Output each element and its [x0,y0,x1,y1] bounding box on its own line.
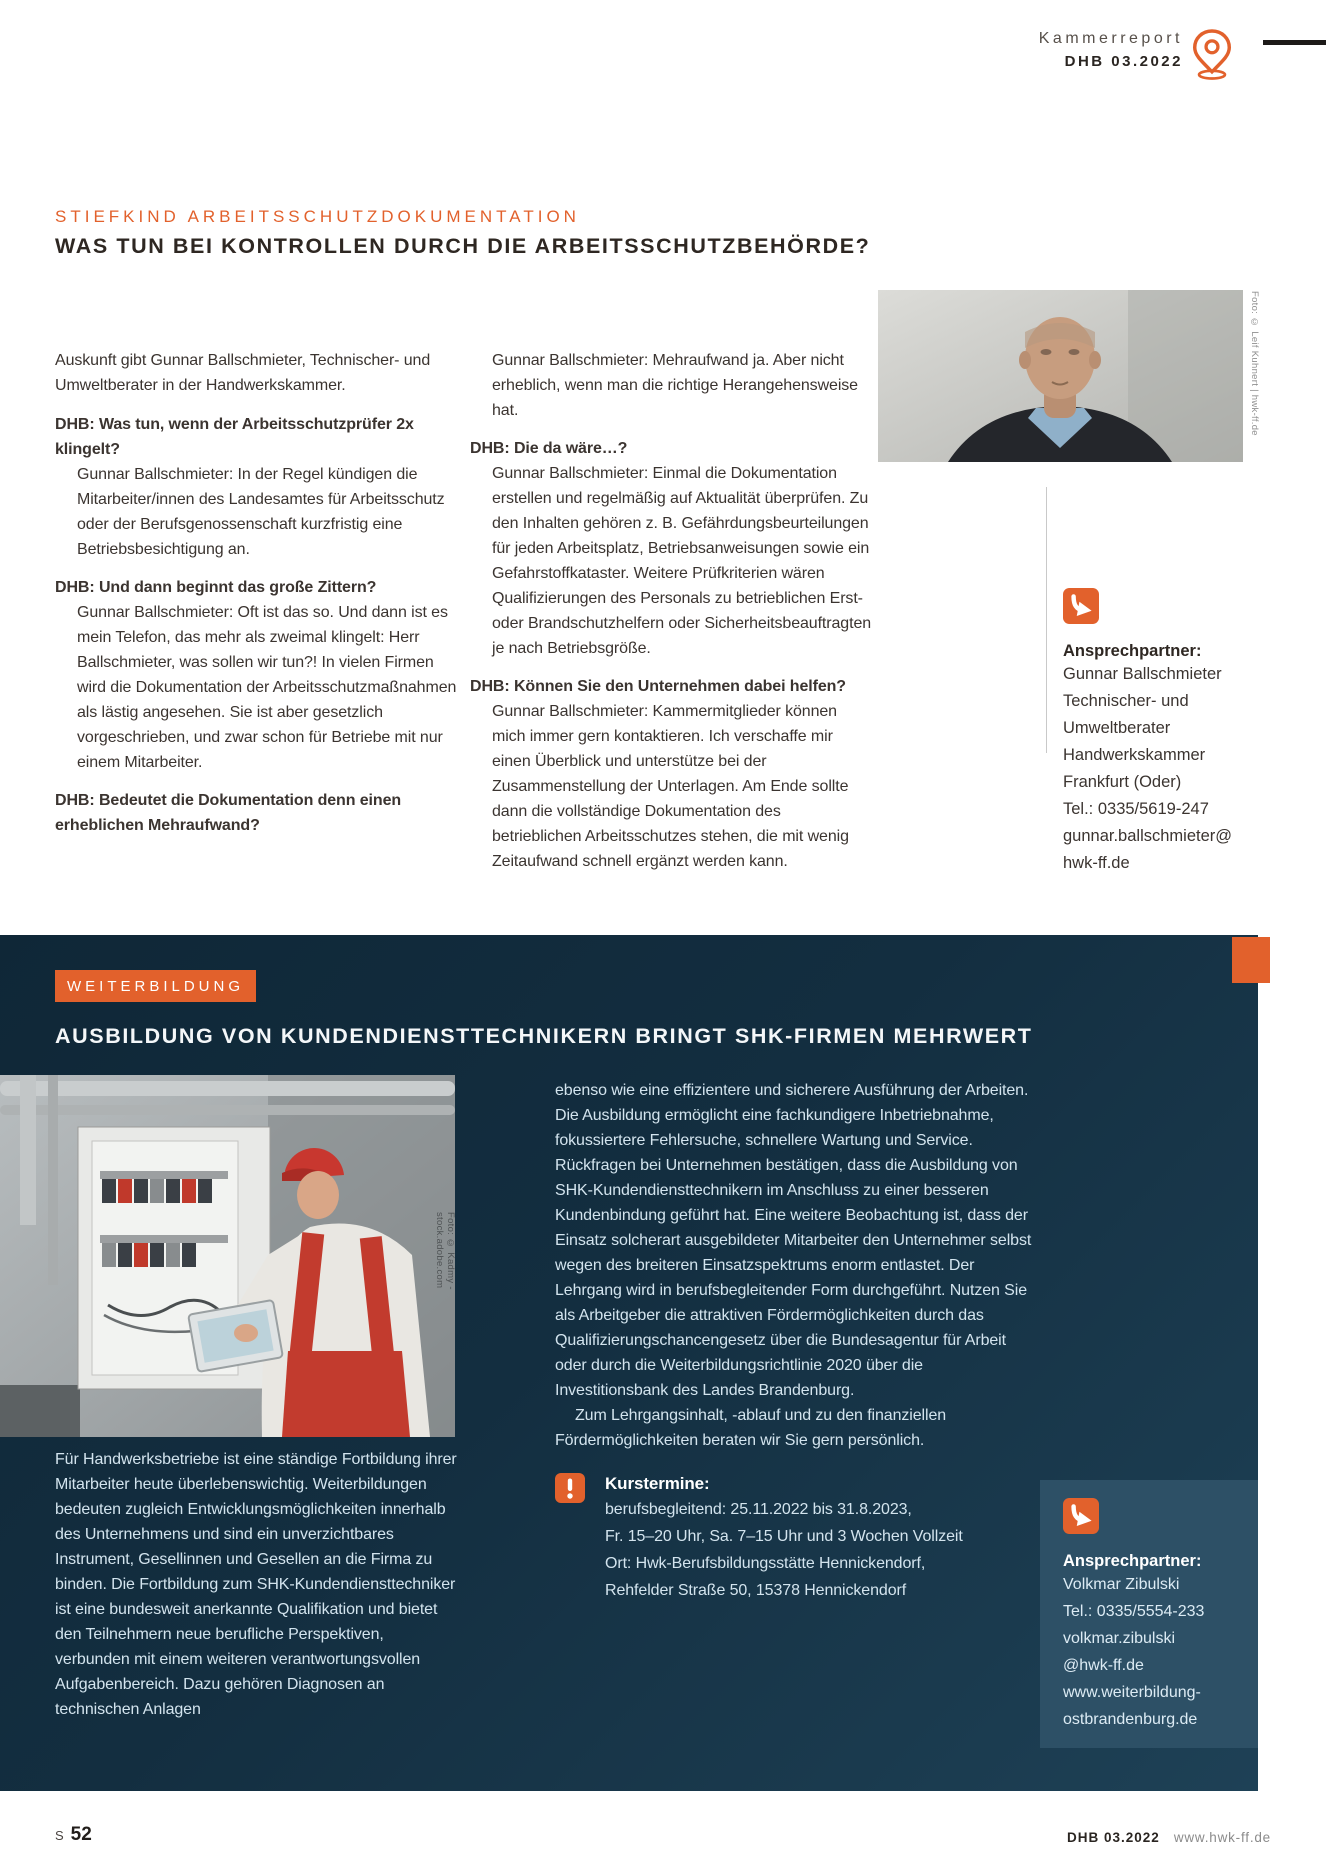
contact-email: @hwk-ff.de [1063,1657,1144,1674]
page-header [1039,30,1183,70]
section-tag: WEITERBILDUNG [55,970,256,1002]
kurstermine-heading: Kurstermine: [605,1474,710,1493]
contact-phone: Tel.: 0335/5619-247 [1063,800,1209,818]
footer-page-number [55,1824,92,1846]
header-rule [1263,40,1326,45]
map-pin-icon [1188,28,1236,80]
article1-intro: Auskunft gibt Gunnar Ballschmieter, Technischer- und Umweltberater in der Handwerkskammer. [55,352,431,394]
contact-email: gunnar.ballschmieter@ [1063,827,1233,845]
arrow-badge-icon [1063,588,1099,624]
article2-paragraph: Zum Lehrgangsinhalt, -ablauf und zu den finanziellen Fördermöglichkeiten beraten wir Sie gern persönlich. [555,1407,947,1449]
footer-page-label: S [55,1828,64,1843]
interview-question: DHB: Die da wäre…? [470,440,628,457]
article1-kicker: STIEFKIND ARBEITSSCHUTZDOKUMENTATION [55,207,580,226]
interview-answer: Gunnar Ballschmieter: Einmal die Dokumentation erstellen und regelmäßig auf Aktualität überprüfen. Zu den Inhalten gehören z. B. Gefährdungsbeurteilungen für jeden Arbeitsplatz, Betriebsanweisungen sowie ein Gefahrstoffkataster. Weitere Prüfkriterien wären Qualifizierungen des Personals zu betrieblichen Erst- oder Brandschutzhelfern oder Sicherheitsbeauftragten je nach Betriebsgröße. [492,465,872,657]
arrow-badge-icon [1063,1498,1099,1534]
sidebar-divider [1046,487,1047,753]
contact-org: Frankfurt (Oder) [1063,773,1182,791]
contact-box-zibulski [1040,1480,1258,1748]
portrait-photo [878,290,1243,462]
interview-question: DHB: Bedeutet die Dokumentation denn einen erheblichen Mehraufwand? [55,792,402,834]
article2-column-left: Für Handwerksbetriebe ist eine ständige Fortbildung ihrer Mitarbeiter heute überlebenswichtig. Weiterbildungen bedeuten zugleich Entwicklungsmöglichkeiten innerhalb des Unternehmens und sind ein unverzichtbares Instrument, Gesellinnen und Gesellen an die Firma zu binden. Die Fortbildung zum SHK-Kundendiensttechniker ist eine bundesweit anerkannte Qualifikation und bietet den Teilnehmern neue berufliche Perspektiven, verbunden mit einem weiteren verantwortungsvollen Aufgabenbereich. Dazu gehören Diagnosen an technischen Anlagen [55,1451,457,1718]
interview-answer: Gunnar Ballschmieter: Oft ist das so. Und dann ist es mein Telefon, das mehr als zweimal klingelt: Herr Ballschmieter, was sollen wir tun?! In vielen Firmen wird die Dokumentation der Arbeitsschutzmaßnahmen als lästig angesehen. Sie ist aber gesetzlich vorgeschrieben, und zwar schon für Betriebe mit nur einem Mitarbeiter. [77,604,457,771]
kurstermine-times: Fr. 15–20 Uhr, Sa. 7–15 Uhr und 3 Wochen Vollzeit [605,1528,963,1545]
contact-role: Umweltberater [1063,719,1171,737]
contact-website: www.weiterbildung- [1063,1684,1201,1701]
contact-email: hwk-ff.de [1063,854,1130,872]
article1-column-left [55,348,457,838]
contact-website: ostbrandenburg.de [1063,1711,1198,1728]
kurstermine-date: berufsbegleitend: 25.11.2022 bis 31.8.2023, [605,1501,912,1518]
photo-credit: Foto: © Kadmy - stock.adobe.com [434,1212,456,1290]
footer-issue: DHB 03.2022 [1067,1830,1160,1845]
interview-answer: Gunnar Ballschmieter: In der Regel kündigen die Mitarbeiter/innen des Landesamtes für Arbeitsschutz oder der Berufsgenossenschaft kurzfristig eine Betriebsbesichtigung an. [77,466,445,558]
contact-name: Gunnar Ballschmieter [1063,665,1222,683]
kurstermine-block [555,1471,1039,1604]
article1-headline: WAS TUN BEI KONTROLLEN DURCH DIE ARBEITSSCHUTZBEHÖRDE? [55,234,871,258]
footer-issue-info [1067,1830,1271,1845]
contact-phone: Tel.: 0335/5554-233 [1063,1603,1205,1620]
article2-column-mid [555,1078,1039,1604]
kurstermine-location: Ort: Hwk-Berufsbildungsstätte Hennickendorf, [605,1555,926,1572]
article2-paragraph: ebenso wie eine effizientere und sicherere Ausführung der Arbeiten. Die Ausbildung ermöglicht eine fachkundigere Inbetriebnahme, fokussiertere Fehlersuche, schnellere Wartung und Service. Rückfragen bei Unternehmen bestätigen, dass die Ausbildung von SHK-Kundendiensttechnikern im Anschluss zu einer besseren Kundenbindung geführt hat. Eine weitere Beobachtung ist, dass der Einsatz solcherart ausgebildeter Mitarbeiter den Unternehmer selbst wegen des breiteren Einsatzspektrums enorm entlastet. Der Lehrgang wird in berufsbegleitender Form durchgeführt. Nutzen Sie als Arbeitgeber die attraktiven Fördermöglichkeiten durch das Qualifizierungschancengesetz über die Bundesagentur für Arbeit oder durch die Weiterbildungsrichtlinie 2020 über die Investitionsbank des Landes Brandenburg. [555,1082,1032,1399]
contact-label: Ansprechpartner: [1063,642,1202,660]
interview-question: DHB: Können Sie den Unternehmen dabei helfen? [470,678,846,695]
interview-answer: Gunnar Ballschmieter: Kammermitglieder können mich immer gern kontaktieren. Ich verschaffe mir einen Überblick und unterstütze bei der Zusammenstellung der Unterlagen. Am Ende sollte dann die vollständige Dokumentation des betrieblichen Arbeitsschutzes stehen, die mit wenig Zeitaufwand schnell ergänzt werden kann. [492,703,849,870]
article1-column-right [470,348,872,874]
interview-answer: Gunnar Ballschmieter: Mehraufwand ja. Aber nicht erheblich, wenn man die richtige Herangehensweise hat. [492,352,858,419]
contact-box-ballschmieter [1063,588,1258,877]
contact-label: Ansprechpartner: [1063,1552,1202,1570]
panel-corner-accent [1232,937,1270,983]
interview-question: DHB: Was tun, wenn der Arbeitsschutzprüfer 2x klingelt? [55,416,414,458]
photo-credit: Foto: © Leif Kuhnert | hwk-ff.de [1249,291,1260,436]
kurstermine-address: Rehfelder Straße 50, 15378 Hennickendorf [605,1582,907,1599]
interview-question: DHB: Und dann beginnt das große Zittern? [55,579,377,596]
workshop-photo [0,1075,455,1437]
article2-headline: AUSBILDUNG VON KUNDENDIENSTTECHNIKERN BRINGT SHK-FIRMEN MEHRWERT [55,1024,1033,1048]
masthead-title: Kammerreport [1038,30,1183,47]
contact-name: Volkmar Zibulski [1063,1576,1180,1593]
contact-email: volkmar.zibulski [1063,1630,1176,1647]
footer-website: www.hwk-ff.de [1173,1830,1271,1845]
contact-org: Handwerkskammer [1063,746,1206,764]
exclamation-badge-icon [555,1473,585,1503]
footer-page-value: 52 [70,1824,92,1845]
contact-role: Technischer- und [1063,692,1189,710]
masthead-issue: DHB 03.2022 [1064,53,1183,70]
